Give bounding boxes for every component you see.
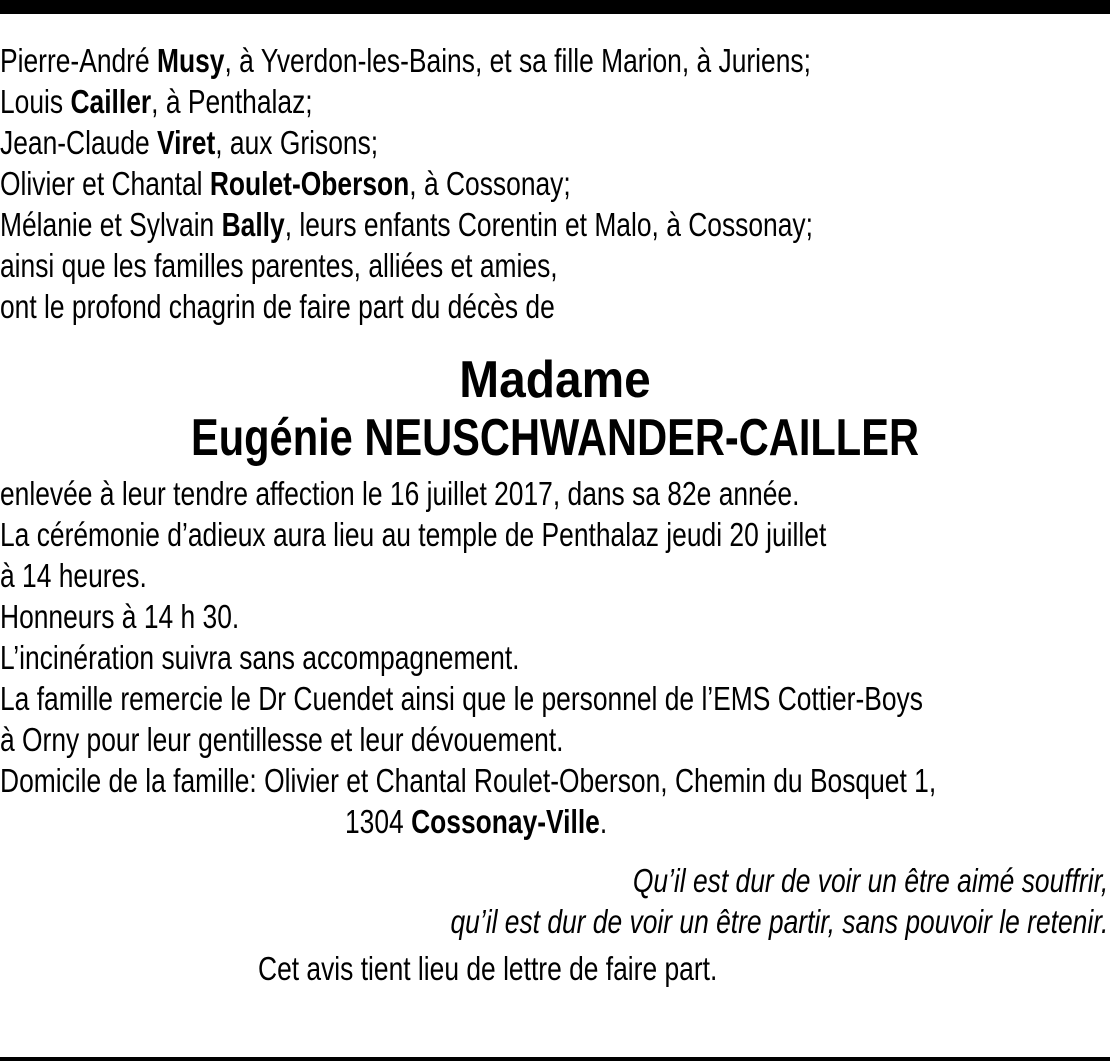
family-line-prefix: Jean-Claude (0, 124, 158, 161)
family-line-prefix: Olivier et Chantal (0, 165, 210, 202)
top-rule (0, 0, 1110, 14)
family-line-suffix: , aux Grisons; (215, 124, 379, 161)
family-line-prefix: Pierre-André (0, 42, 157, 79)
family-surname: Roulet-Oberson (209, 165, 410, 202)
body-line: Honneurs à 14 h 30. (0, 598, 240, 635)
family-line (0, 204, 888, 245)
address-postcode: 1304 (345, 803, 412, 840)
closing-note (0, 948, 1110, 989)
quote-block (0, 860, 1110, 942)
deceased-honorific: Madame (459, 351, 651, 409)
address-town-line (345, 801, 957, 842)
deceased-name: Eugénie NEUSCHWANDER-CAILLER (190, 409, 920, 467)
address-line: Domicile de la famille: Olivier et Chantal Roulet-Oberson, Chemin du Bosquet 1, (0, 762, 937, 799)
body-line: La famille remercie le Dr Cuendet ainsi que le personnel de l’EMS Cottier-Boys (0, 680, 923, 717)
family-line-prefix: Mélanie et Sylvain (0, 206, 222, 243)
intro-line: ainsi que les familles parentes, alliées et amies, (0, 247, 558, 284)
family-line (0, 163, 888, 204)
family-surname: Viret (157, 124, 216, 161)
family-line-suffix: , à Yverdon-les-Bains, et sa fille Marion, à Juriens; (224, 42, 811, 79)
quote-text: qu’il est dur de voir un être partir, sans pouvoir le retenir. (450, 903, 1108, 940)
family-list (0, 40, 1110, 327)
family-surname: Musy (157, 42, 225, 79)
family-surname: Cailler (70, 83, 152, 120)
notice-body (0, 473, 1110, 842)
family-line (0, 81, 888, 122)
family-surname: Bally (221, 206, 285, 243)
family-line-prefix: Louis (0, 83, 71, 120)
intro-line: ont le profond chagrin de faire part du décès de (0, 288, 555, 325)
family-line-suffix: , leurs enfants Corentin et Malo, à Cossonay; (284, 206, 813, 243)
address-end: . (599, 803, 608, 840)
deceased-title (0, 351, 1110, 467)
body-line: à Orny pour leur gentillesse et leur dévouement. (0, 721, 564, 758)
quote-line (0, 860, 1108, 901)
quote-line (0, 901, 1108, 942)
address-town: Cossonay-Ville (411, 803, 600, 840)
family-line (0, 122, 888, 163)
bottom-rule (0, 1057, 1110, 1061)
family-line-suffix: , à Cossonay; (409, 165, 571, 202)
death-notice (0, 40, 1110, 989)
body-line: L’incinération suivra sans accompagnement. (0, 639, 520, 676)
body-line: La cérémonie d’adieux aura lieu au temple de Penthalaz jeudi 20 juillet (0, 516, 827, 553)
closing-line: Cet avis tient lieu de lettre de faire part. (258, 950, 718, 987)
family-line-suffix: , à Penthalaz; (151, 83, 313, 120)
body-line: à 14 heures. (0, 557, 147, 594)
family-line (0, 40, 888, 81)
quote-text: Qu’il est dur de voir un être aimé souffrir, (632, 862, 1108, 899)
address-town-row (0, 801, 1110, 842)
body-line: enlevée à leur tendre affection le 16 juillet 2017, dans sa 82e année. (0, 475, 800, 512)
